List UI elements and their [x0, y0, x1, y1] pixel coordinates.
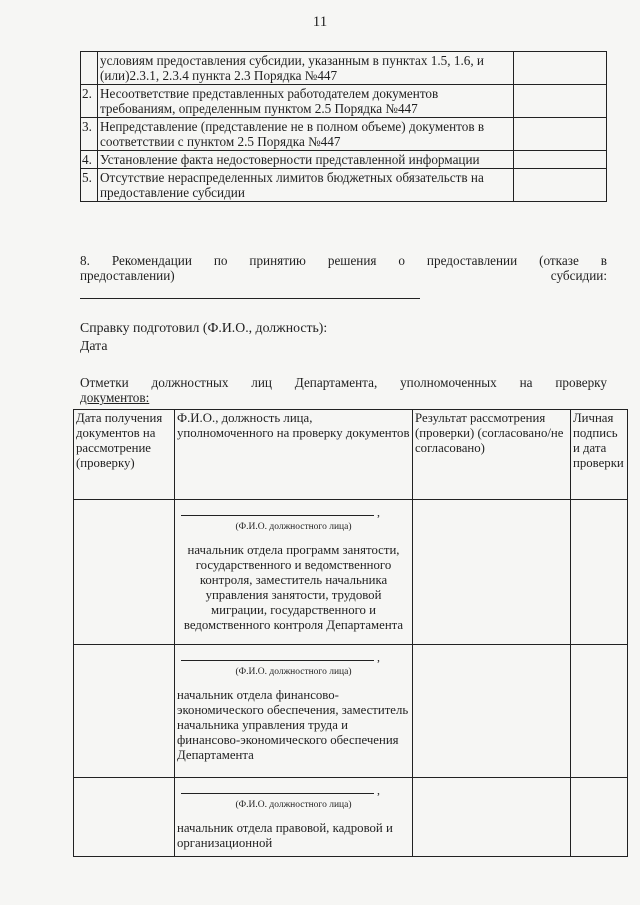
word: в [600, 253, 607, 268]
empty-cell [514, 169, 607, 202]
name-signature-line [181, 505, 380, 519]
word: решения [327, 253, 377, 268]
name-caption: (Ф.И.О. должностного лица) [235, 800, 352, 810]
date-cell [74, 778, 175, 857]
row-number: 3. [81, 118, 98, 151]
marks-line-2: документов: [80, 390, 150, 405]
row-number: 2. [81, 85, 98, 118]
word: (отказе [539, 253, 579, 268]
word: уполномоченных [400, 375, 497, 390]
name-caption: (Ф.И.О. должностного лица) [235, 522, 352, 532]
conditions-table [80, 51, 607, 202]
empty-cell [514, 52, 607, 85]
comma: , [377, 505, 380, 519]
result-cell [413, 778, 571, 857]
empty-cell [514, 151, 607, 169]
word: предоставлении [426, 253, 518, 268]
page-number: 11 [312, 14, 328, 30]
table-row [81, 118, 607, 151]
official-cell [175, 500, 413, 645]
condition-text: Установление факта недостоверности представленной информации [98, 151, 514, 169]
header-date-received: Дата получения документов на рассмотрение (проверку) [74, 410, 175, 500]
header-signature: Личная подпись и дата проверки [571, 410, 628, 500]
recommendations [80, 253, 607, 283]
word: должностных [151, 375, 229, 390]
official-cell [175, 778, 413, 857]
official-cell [175, 645, 413, 778]
condition-text: условиям предоставления субсидии, указанным в пунктах 1.5, 1.6, и (или)2.3.1, 2.3.4 пункта 2.3 Порядка №447 [98, 52, 514, 85]
word: проверку [555, 375, 607, 390]
header-result: Результат рассмотрения (проверки) (согласовано/не согласовано) [413, 410, 571, 500]
condition-text: Несоответствие представленных работодателем документов требованиям, определенным пунктом 2.5 Порядка №447 [98, 85, 514, 118]
table-row [74, 645, 628, 778]
signature-cell [571, 778, 628, 857]
marks-line-1 [80, 375, 607, 390]
condition-text: Отсутствие нераспределенных лимитов бюджетных обязательств на предоставление субсидии [98, 169, 514, 202]
word: 8. [80, 253, 90, 268]
word: лиц [251, 375, 272, 390]
date-cell [74, 645, 175, 778]
name-signature-line [181, 650, 380, 664]
signature-cell [571, 645, 628, 778]
word: по [213, 253, 228, 268]
prepared-by [80, 319, 327, 355]
recommendations-line-1 [80, 253, 607, 268]
table-row [74, 778, 628, 857]
name-caption: (Ф.И.О. должностного лица) [235, 667, 352, 677]
recommendations-line-2 [80, 268, 607, 283]
table-row [81, 151, 607, 169]
recommendations-right: субсидии: [550, 268, 607, 283]
table-row [81, 85, 607, 118]
word: принятию [249, 253, 306, 268]
marks-heading [80, 375, 607, 405]
position-text: начальник отдела правовой, кадровой и организационной [177, 821, 393, 850]
name-signature-line [181, 783, 380, 797]
date-label: Дата [80, 338, 108, 353]
table-row [81, 169, 607, 202]
empty-cell [514, 85, 607, 118]
row-number [81, 52, 98, 85]
word: о [398, 253, 405, 268]
result-cell [413, 500, 571, 645]
word: Рекомендации [111, 253, 192, 268]
recommendations-left: предоставлении) [80, 268, 175, 283]
word: Отметки [80, 375, 129, 390]
comma: , [377, 783, 380, 797]
row-number: 4. [81, 151, 98, 169]
result-cell [413, 645, 571, 778]
recommendations-fill-line [80, 298, 420, 299]
position-text: начальник отдела программ занятости, государственного и ведомственного контроля, заместитель начальника управления занятости, трудовой миграции, государственного и ведомственного контроля Департамента [183, 543, 404, 632]
table-row [74, 500, 628, 645]
row-number: 5. [81, 169, 98, 202]
approval-table [73, 409, 628, 857]
table-header-row [74, 410, 628, 500]
word: Департамента, [294, 375, 378, 390]
comma: , [377, 650, 380, 664]
empty-cell [514, 118, 607, 151]
header-official: Ф.И.О., должность лица, уполномоченного на проверку документов [175, 410, 413, 500]
prepared-by-label: Справку подготовил (Ф.И.О., должность): [80, 320, 328, 335]
position-text: начальник отдела финансово-экономического обеспечения, заместитель начальника управления труда и финансово-экономического обеспечения Департамента [177, 688, 409, 762]
word: на [519, 375, 533, 390]
condition-text: Непредставление (представление не в полном объеме) документов в соответствии с пунктом 2.5 Порядка №447 [98, 118, 514, 151]
date-cell [74, 500, 175, 645]
table-row [81, 52, 607, 85]
signature-cell [571, 500, 628, 645]
